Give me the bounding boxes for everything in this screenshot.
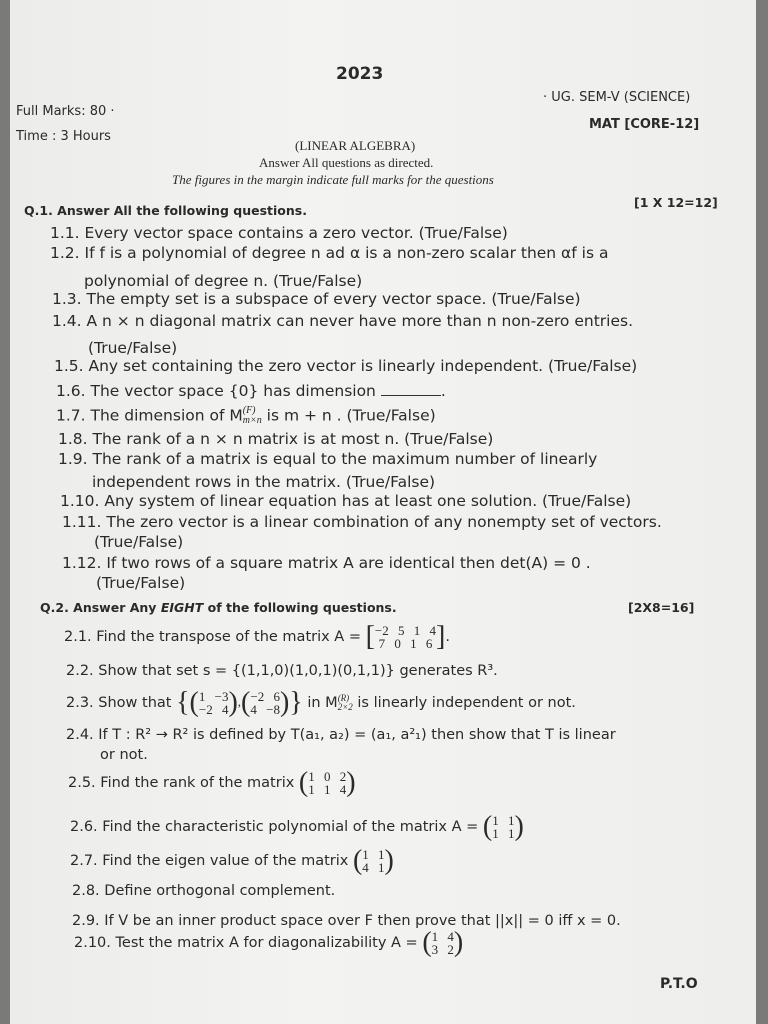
subject-title: (LINEAR ALGEBRA) xyxy=(295,138,416,153)
answer-blank xyxy=(381,395,441,396)
question-1-4: 1.4. A n × n diagonal matrix can never have more than n non-zero entries. xyxy=(52,312,633,330)
question-1-12: 1.12. If two rows of a square matrix A are identical then det(A) = 0 . xyxy=(62,554,591,572)
question-2-6: 2.6. Find the characteristic polynomial of the matrix A = ( 1 1 1 1 ) xyxy=(70,811,524,842)
section2-title: Q.2. Answer Any EIGHT of the following questions. xyxy=(40,600,397,615)
question-2-5: 2.5. Find the rank of the matrix ( 1 0 2 1 1 4 ) xyxy=(68,767,356,798)
instruction-text: Answer All questions as directed. xyxy=(259,155,434,170)
paper-code: MAT [CORE-12] xyxy=(589,117,700,132)
margin-note: The figures in the margin indicate full marks for the questions xyxy=(172,172,494,187)
full-marks: Full Marks: 80 · xyxy=(16,104,115,119)
question-1-2: 1.2. If f is a polynomial of degree n ad α is a non-zero scalar then αf is a xyxy=(50,244,609,262)
question-1-9: 1.9. The rank of a matrix is equal to the maximum number of linearly xyxy=(58,450,598,468)
question-1-3: 1.3. The empty set is a subspace of every vector space. (True/False) xyxy=(52,290,581,308)
time-allowed: Time : 3 Hours xyxy=(16,129,111,144)
question-1-9-cont: independent rows in the matrix. (True/False) xyxy=(92,473,436,491)
section1-title: Q.1. Answer All the following questions. xyxy=(24,203,307,218)
pto-label: P.T.O xyxy=(660,976,698,992)
question-2-2: 2.2. Show that set s = {(1,1,0)(1,0,1)(0,1,1)} generates R³. xyxy=(66,663,498,679)
matrix-2-6: ( 1 1 1 1 ) xyxy=(482,811,524,842)
question-1-4-cont: (True/False) xyxy=(88,339,178,357)
question-2-9: 2.9. If V be an inner product space over F then prove that ||x|| = 0 iff x = 0. xyxy=(72,913,621,929)
question-2-3: 2.3. Show that {( 1 −3 −2 4 ),( −2 6 4 −8 )} in M (R) 2×2 is linearly independent or not. xyxy=(66,687,576,718)
question-1-11-cont: (True/False) xyxy=(94,533,184,551)
question-1-5: 1.5. Any set containing the zero vector is linearly independent. (True/False) xyxy=(54,357,638,375)
question-2-4: 2.4. If T : R² → R² is defined by T(a₁, a₂) = (a₁, a²₁) then show that T is linear xyxy=(66,727,616,743)
exam-year: 2023 xyxy=(336,64,384,84)
question-1-8: 1.8. The rank of a n × n matrix is at most n. (True/False) xyxy=(58,430,494,448)
matrix-2-10: ( 1 4 3 2 ) xyxy=(422,927,464,958)
question-2-7: 2.7. Find the eigen value of the matrix ( 1 1 4 1 ) xyxy=(70,845,394,876)
course-label: · UG. SEM-V (SCIENCE) xyxy=(543,90,691,105)
question-1-12-cont: (True/False) xyxy=(96,574,186,592)
question-1-6: 1.6. The vector space {0} has dimension . xyxy=(56,382,446,400)
section1-marks: [1 X 12=12] xyxy=(634,195,718,210)
matrix-2-1: [ −2 5 1 4 7 0 1 6 ] xyxy=(365,621,446,652)
question-2-10: 2.10. Test the matrix A for diagonalizability A = ( 1 4 3 2 ) xyxy=(74,927,464,958)
matrix-2-5: ( 1 0 2 1 1 4 ) xyxy=(298,767,356,798)
question-2-8: 2.8. Define orthogonal complement. xyxy=(72,883,336,899)
question-2-1: 2.1. Find the transpose of the matrix A = [ −2 5 1 4 7 0 1 6 ]. xyxy=(64,621,450,652)
question-1-2-cont: polynomial of degree n. (True/False) xyxy=(84,272,363,290)
question-1-11: 1.11. The zero vector is a linear combination of any nonempty set of vectors. xyxy=(62,513,662,531)
question-1-10: 1.10. Any system of linear equation has at least one solution. (True/False) xyxy=(60,492,632,510)
matrix-2-7: ( 1 1 4 1 ) xyxy=(352,845,394,876)
section2-marks: [2X8=16] xyxy=(628,600,695,615)
question-1-7: 1.7. The dimension of M (F) m×n is m + n . (True/False) xyxy=(56,405,436,426)
question-2-4-cont: or not. xyxy=(100,747,148,763)
question-1-1: 1.1. Every vector space contains a zero vector. (True/False) xyxy=(50,224,508,242)
matrix-set-2-3: {( 1 −3 −2 4 ),( −2 6 4 −8 )} xyxy=(176,687,303,718)
